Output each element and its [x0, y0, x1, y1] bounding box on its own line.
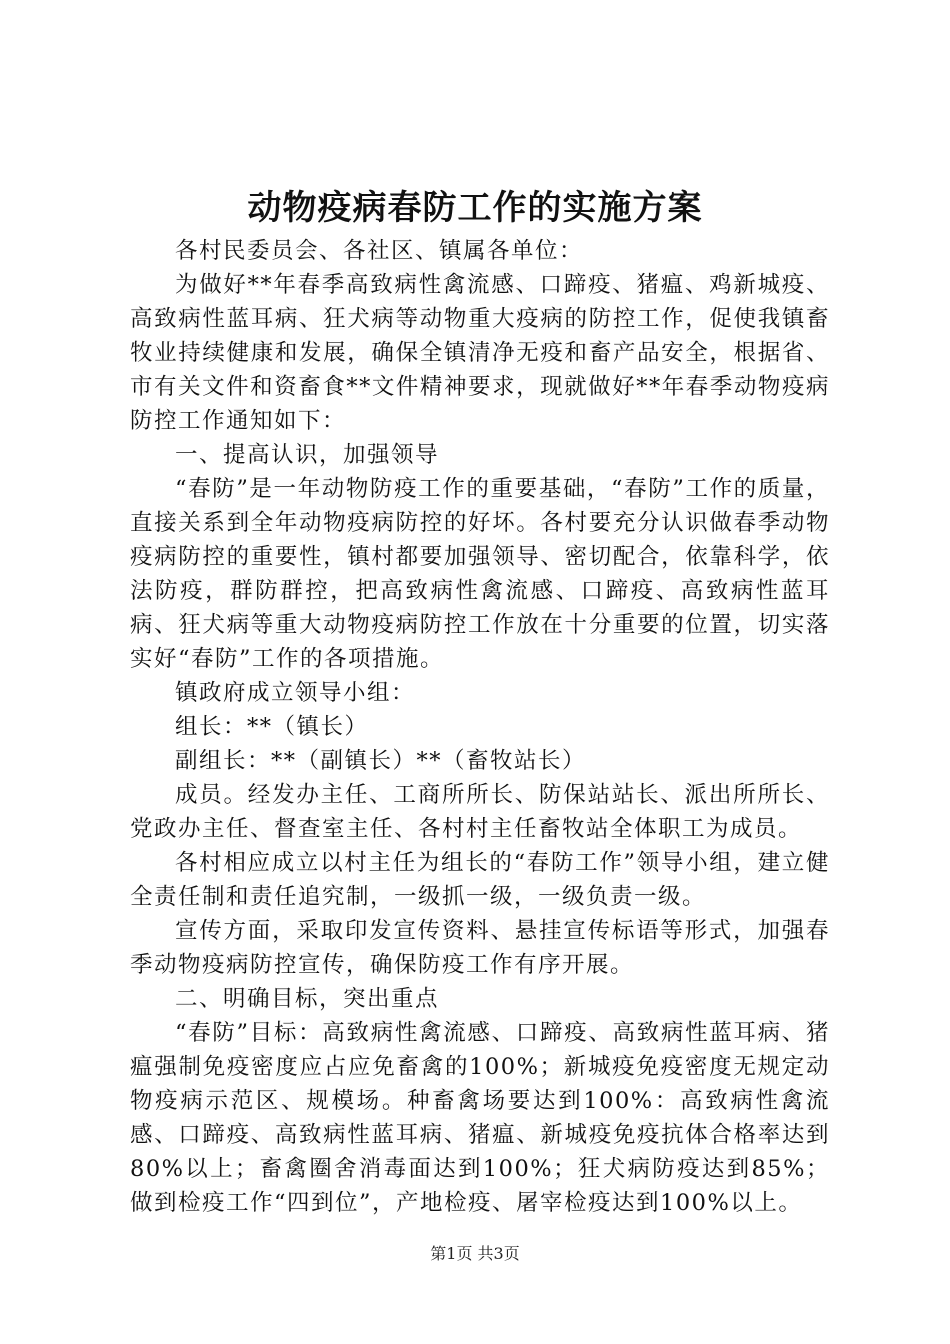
- salutation: 各村民委员会、各社区、镇属各单位：: [175, 238, 584, 264]
- section-heading-2: 二、明确目标，突出重点: [175, 986, 440, 1012]
- section-heading-1: 一、提高认识，加强领导: [175, 442, 440, 468]
- village-groups-paragraph: 各村相应成立以村主任为组长的“春防工作”领导小组，建立健全责任制和责任追究制，一级抓一级，一级负责一级。: [130, 850, 830, 910]
- members-paragraph: 成员。经发办主任、工商所所长、防保站站长、派出所所长、党政办主任、督查室主任、各村村主任畜牧站全体职工为成员。: [130, 782, 830, 842]
- publicity-paragraph: 宣传方面，采取印发宣传资料、悬挂宣传标语等形式，加强春季动物疫病防控宣传，确保防疫工作有序开展。: [130, 918, 830, 978]
- section-1-paragraph: “春防”是一年动物防疫工作的重要基础，“春防”工作的质量，直接关系到全年动物疫病防控的好坏。各村要充分认识做春季动物疫病防控的重要性，镇村都要加强领导、密切配合，依靠科学，依法防疫，群防群控，把高致病性禽流感、口蹄疫、高致病性蓝耳病、狂犬病等重大动物疫病防控工作放在十分重要的位置，切实落实好“春防”工作的各项措施。: [130, 476, 830, 672]
- document-title: 动物疫病春防工作的实施方案: [247, 188, 703, 228]
- deputy-leader-line: 副组长：**（副镇长）**（畜牧站长）: [175, 748, 587, 774]
- leadership-group-intro: 镇政府成立领导小组：: [175, 680, 416, 706]
- document-body: [130, 234, 830, 1220]
- page-footer: 第1页 共3页: [430, 1244, 520, 1263]
- intro-paragraph: 为做好**年春季高致病性禽流感、口蹄疫、猪瘟、鸡新城疫、高致病性蓝耳病、狂犬病等动物重大疫病的防控工作，促使我镇畜牧业持续健康和发展，确保全镇清净无疫和畜产品安全，根据省、市有关文件和资畜食**文件精神要求，现就做好**年春季动物疫病防控工作通知如下：: [130, 272, 830, 434]
- group-leader-line: 组长：**（镇长）: [175, 714, 369, 740]
- targets-paragraph: “春防”目标：高致病性禽流感、口蹄疫、高致病性蓝耳病、猪瘟强制免疫密度应占应免畜禽的100%；新城疫免疫密度无规定动物疫病示范区、规模场。种畜禽场要达到100%：高致病性禽流感、口蹄疫、高致病性蓝耳病、猪瘟、新城疫免疫抗体合格率达到80%以上；畜禽圈舍消毒面达到100%；狂犬病防疫达到85%；做到检疫工作“四到位”，产地检疫、屠宰检疫达到100%以上。: [130, 1020, 830, 1216]
